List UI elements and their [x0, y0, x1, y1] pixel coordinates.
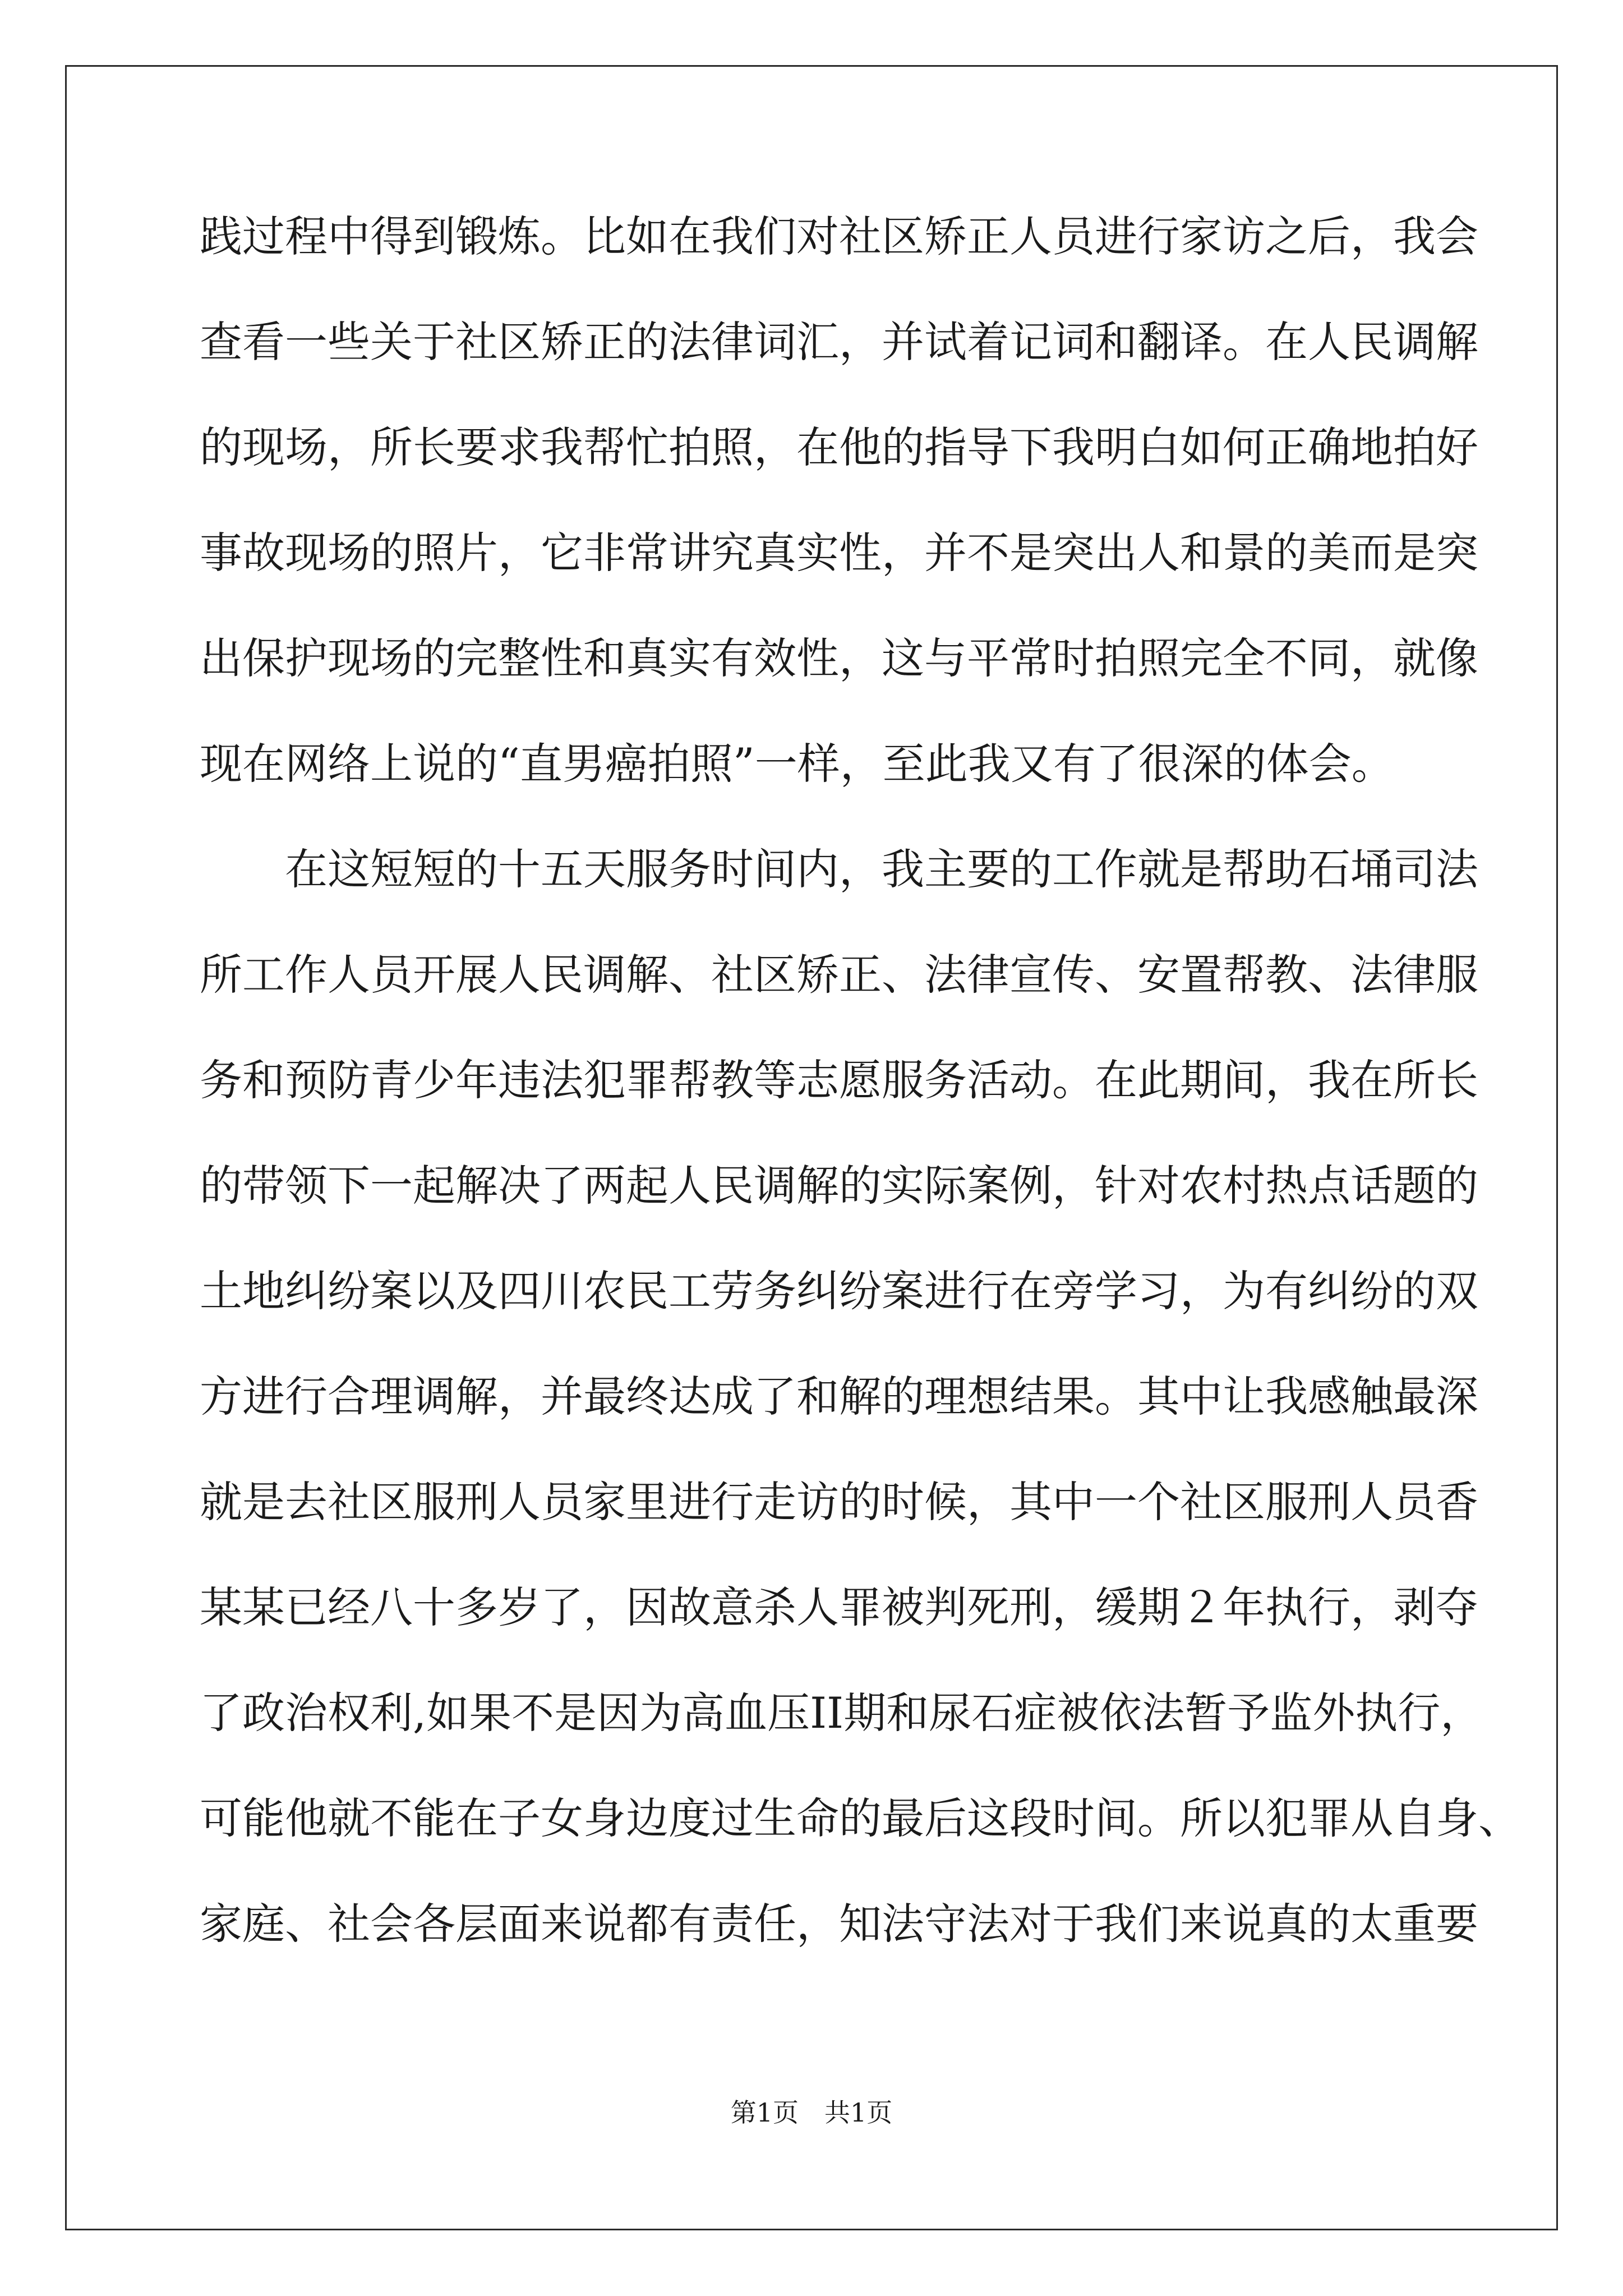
text-line: 某某已经八十多岁了，因故意杀人罪被判死刑，缓期２年执行，剥夺 — [200, 1582, 1478, 1632]
text-line: 践过程中得到锻炼。比如在我们对社区矫正人员进行家访之后，我会 — [200, 211, 1478, 261]
text-line: 现在网络上说的“直男癌拍照”一样，至此我又有了很深的体会。 — [200, 739, 1394, 789]
text-line: 所工作人员开展人民调解、社区矫正、法律宣传、安置帮教、法律服 — [200, 950, 1478, 1000]
text-line: 方进行合理调解，并最终达成了和解的理想结果。其中让我感触最深 — [200, 1372, 1478, 1421]
document-body — [200, 211, 1521, 2008]
text-line: 家庭、社会各层面来说都有责任，知法守法对于我们来说真的太重要 — [200, 1899, 1478, 1949]
text-line: 就是去社区服刑人员家里进行走访的时候，其中一个社区服刑人员香 — [200, 1477, 1478, 1527]
text-line-paragraph-start: 在这短短的十五天服务时间内，我主要的工作就是帮助石埇司法 — [285, 844, 1478, 894]
text-line: 可能他就不能在子女身边度过生命的最后这段时间。所以犯罪从自身、 — [200, 1793, 1521, 1843]
text-line: 务和预防青少年违法犯罪帮教等志愿服务活动。在此期间，我在所长 — [200, 1055, 1478, 1105]
text-line: 土地纠纷案以及四川农民工劳务纠纷案进行在旁学习，为有纠纷的双 — [200, 1266, 1478, 1316]
text-line: 出保护现场的完整性和真实有效性，这与平常时拍照完全不同，就像 — [200, 633, 1478, 683]
text-line: 的现场，所长要求我帮忙拍照，在他的指导下我明白如何正确地拍好 — [200, 422, 1478, 472]
page-footer: 第1页 共1页 — [730, 2097, 893, 2128]
text-line: 了政治权利,如果不是因为高血压II期和尿石症被依法暂予监外执行， — [200, 1688, 1483, 1738]
text-line: 查看一些关于社区矫正的法律词汇，并试着记词和翻译。在人民调解 — [200, 317, 1478, 367]
text-line: 的带领下一起解决了两起人民调解的实际案例，针对农村热点话题的 — [200, 1161, 1478, 1211]
text-line: 事故现场的照片，它非常讲究真实性，并不是突出人和景的美而是突 — [200, 528, 1478, 578]
